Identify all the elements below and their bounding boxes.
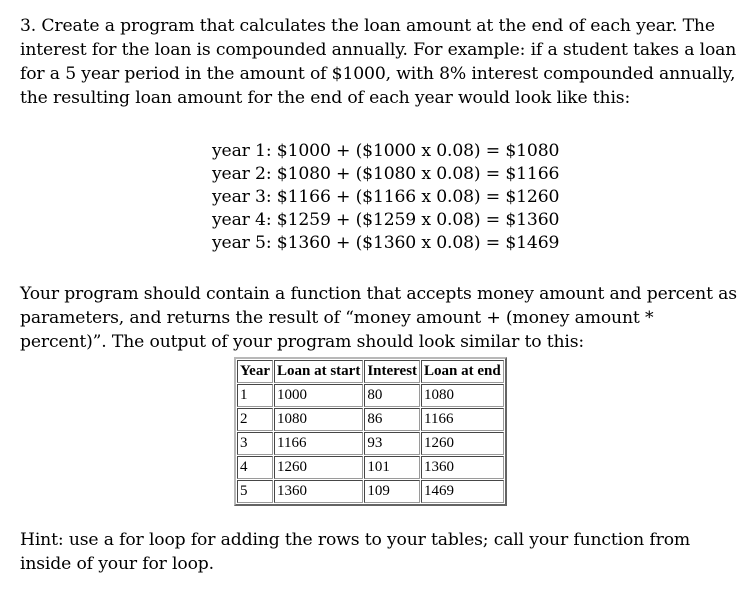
- program-paragraph: Your program should contain a function that accepts money amount and percent as parameters, and returns the result of “money amount + (money amount * percent)”. The output of your program should look similar to this:: [20, 284, 737, 352]
- sample-output: [234, 357, 742, 506]
- table-row: [237, 384, 504, 407]
- table-row: [237, 432, 504, 455]
- header-year: Year: [237, 360, 273, 383]
- cell-interest: 93: [364, 432, 420, 455]
- hint-paragraph: Hint: use a for loop for adding the rows to your tables; call your function from inside of your for loop.: [20, 530, 691, 574]
- cell-loan-at-end: 1360: [421, 456, 504, 479]
- cell-loan-at-start: 1166: [274, 432, 363, 455]
- table-header-row: [237, 360, 504, 383]
- cell-interest: 86: [364, 408, 420, 431]
- cell-interest: 101: [364, 456, 420, 479]
- cell-loan-at-start: 1000: [274, 384, 363, 407]
- cell-interest: 80: [364, 384, 420, 407]
- cell-loan-at-end: 1080: [421, 384, 504, 407]
- header-interest: Interest: [364, 360, 420, 383]
- cell-year: 5: [237, 480, 273, 503]
- equation-year-3: year 3: $1166 + ($1166 x 0.08) = $1260: [212, 187, 560, 207]
- table-row: [237, 480, 504, 503]
- cell-year: 1: [237, 384, 273, 407]
- equation-year-4: year 4: $1259 + ($1259 x 0.08) = $1360: [212, 210, 560, 230]
- cell-loan-at-start: 1260: [274, 456, 363, 479]
- cell-loan-at-end: 1260: [421, 432, 504, 455]
- cell-loan-at-start: 1080: [274, 408, 363, 431]
- equation-year-2: year 2: $1080 + ($1080 x 0.08) = $1166: [212, 164, 560, 184]
- equation-year-1: year 1: $1000 + ($1000 x 0.08) = $1080: [212, 141, 560, 161]
- cell-year: 3: [237, 432, 273, 455]
- cell-year: 4: [237, 456, 273, 479]
- cell-loan-at-end: 1166: [421, 408, 504, 431]
- assignment-page: [20, 14, 742, 576]
- table-row: [237, 456, 504, 479]
- table-row: [237, 408, 504, 431]
- intro-paragraph: 3. Create a program that calculates the loan amount at the end of each year. The interest for the loan is compounded annually. For example: if a student takes a loan for a 5 year period in the amount of $1000, with 8% interest compounded annually, the resulting loan amount for the end of each year would look like this:: [20, 16, 737, 108]
- cell-year: 2: [237, 408, 273, 431]
- loan-table: [234, 357, 507, 506]
- equation-list: [212, 140, 742, 255]
- equation-year-5: year 5: $1360 + ($1360 x 0.08) = $1469: [212, 233, 560, 253]
- header-loan-at-end: Loan at end: [421, 360, 504, 383]
- header-loan-at-start: Loan at start: [274, 360, 363, 383]
- cell-interest: 109: [364, 480, 420, 503]
- cell-loan-at-end: 1469: [421, 480, 504, 503]
- cell-loan-at-start: 1360: [274, 480, 363, 503]
